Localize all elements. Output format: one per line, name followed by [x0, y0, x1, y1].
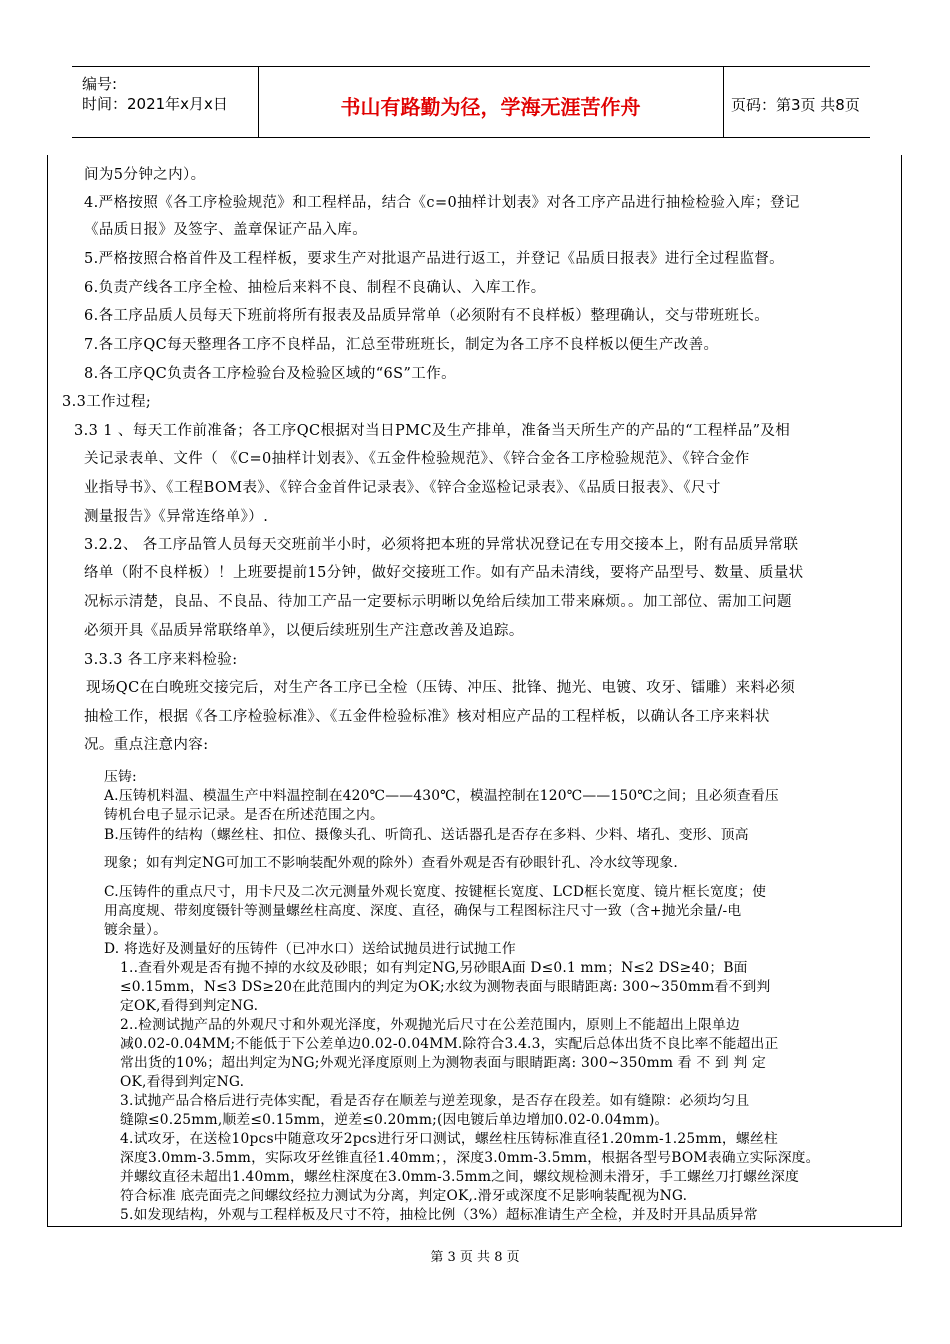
body-line: C.压铸件的重点尺寸，用卡尺及二次元测量外观长宽度、按键框长宽度、LCD框长宽度、镜片框长宽度；使 — [104, 884, 767, 900]
item-heading: 压铸: — [104, 769, 137, 785]
body-line: 间为5分钟之内）。 — [84, 167, 206, 183]
body-line: 3.试抛产品合格后进行壳体实配，看是否存在顺差与逆差现象，是否存在段差。如有缝隙：必须均匀且 — [120, 1093, 750, 1109]
section-heading: 3.3工作过程; — [62, 394, 152, 410]
body-line: 缝隙≤0.25mm,顺差≤0.15mm，逆差≤0.20mm;(因电镀后单边增加0.02-0.04mm)。 — [120, 1112, 669, 1128]
body-line: 测量报告》《异常连络单》）. — [84, 509, 269, 525]
body-line: 深度3.0mm-3.5mm，实际攻牙丝锥直径1.40mm；，深度3.0mm-3.5mm，根据各型号BOM表确立实际深度。 — [120, 1150, 820, 1166]
body-line: 5.严格按照合格首件及工程样板，要求生产对批退产品进行返工，并登记《品质日报表》进行全过程监督。 — [84, 251, 785, 267]
body-line: 定OK,看得到判定NG. — [120, 998, 259, 1014]
body-line: 常出货的10%；超出判定为NG;外观光泽度原则上为测物表面与眼睛距离: 300~350mm 看 不 到 判 定 — [120, 1055, 767, 1071]
header-page-number: 页码：第3页 共8页 — [731, 96, 860, 114]
body-line: 3.2.2、 各工序品管人员每天交班前半小时，必须将把本班的异常状况登记在专用交接本上，附有品质异常联 — [84, 537, 799, 553]
body-line: A.压铸机料温、模温生产中料温控制在420℃——430℃，模温控制在120℃——150℃之间；且必须查看压 — [104, 788, 779, 804]
body-line: 况标示清楚，良品、不良品、待加工产品一定要标示明晰以免给后续加工带来麻烦。。加工部位、需加工问题 — [84, 594, 792, 610]
body-line: 符合标准 底壳面壳之间螺纹经拉力测试为分离，判定OK,.滑牙或深度不足影响装配视为NG. — [120, 1188, 688, 1204]
body-line: 抽检工作，根据《各工序检验标准》、《五金件检验标准》核对相应产品的工程样板，以确认各工序来料状 — [84, 709, 770, 725]
body-line: 8.各工序QC负责各工序检验台及检验区域的“6S”工作。 — [84, 366, 456, 382]
body-line: 2..检测试抛产品的外观尺寸和外观光泽度，外观抛光后尺寸在公差范围内，原则上不能超出上限单边 — [120, 1017, 741, 1033]
body-line: 现场QC在白晚班交接完后，对生产各工序已全检（压铸、冲压、批锋、抛光、电镀、攻牙、镭雕）来料必须 — [86, 680, 796, 696]
body-line: 况。重点注意内容: — [84, 737, 209, 753]
body-line: 5.如发现结构，外观与工程样板及尺寸不符，抽检比例（3%）超标准请生产全检，并及时开具品质异常 — [120, 1207, 758, 1223]
body-line: ≤0.15mm，N≤3 DS≥20在此范围内的判定为OK;水纹为测物表面与眼睛距离: 300~350mm看不到判 — [120, 979, 771, 995]
body-line: D. 将选好及测量好的压铸件（已冲水口）送给试抛员进行试抛工作 — [104, 941, 516, 957]
body-line: 减0.02-0.04MM;不能低于下公差单边0.02-0.04MM.除符合3.4.3，实配后总体出货不良比率不能超出正 — [120, 1036, 779, 1052]
body-line: 1..查看外观是否有抛不掉的水纹及砂眼；如有判定NG,另砂眼A面 D≤0.1 mm；N≤2 DS≥40；B面 — [120, 960, 748, 976]
subsection-heading: 3.3.3 各工序来料检验: — [84, 652, 238, 668]
body-line: 并螺纹直径未超出1.40mm，螺丝柱深度在3.0mm-3.5mm之间，螺纹规检测未滑牙，手工螺丝刀打螺丝深度 — [120, 1169, 800, 1185]
body-line: 7.各工序QC每天整理各工序不良样品，汇总至带班班长，制定为各工序不良样板以便生产改善。 — [84, 337, 719, 353]
body-line: 6.各工序品质人员每天下班前将所有报表及品质异常单（必须附有不良样板）整理确认，交与带班班长。 — [84, 308, 770, 324]
body-line: 用高度规、带刻度镊针等测量螺丝柱高度、深度、直径，确保与工程图标注尺寸一致（含+抛光余量/-电 — [104, 903, 742, 919]
header-page-cell — [723, 67, 870, 137]
body-line: 镀余量）。 — [104, 922, 168, 938]
header-motto-cell — [258, 67, 724, 137]
body-line: 4.试攻牙，在送检10pcs中随意攻牙2pcs进行牙口测试，螺丝柱压铸标准直径1.20mm-1.25mm，螺丝柱 — [120, 1131, 778, 1147]
body-line: 络单（附不良样板）！上班要提前15分钟，做好交接班工作。如有产品未清线，要将产品型号、数量、质量状 — [84, 565, 804, 581]
document-number-label: 编号: — [82, 75, 118, 93]
body-line: 3.3 1 、每天工作前准备；各工序QC根据对当日PMC及生产排单，准备当天所生产的产品的“工程样品”及相 — [74, 423, 791, 439]
body-line: 必须开具《品质异常联络单》，以便后续班别生产注意改善及追踪。 — [84, 623, 524, 639]
body-line: 关记录表单、文件（ 《C=0抽样计划表》、《五金件检验规范》、《锌合金各工序检验规范》、《锌合金作 — [84, 451, 750, 467]
body-line: 现象；如有判定NG可加工不影响装配外观的除外）查看外观是否有砂眼针孔、冷水纹等现象. — [104, 855, 678, 871]
page-header — [72, 66, 870, 138]
header-meta-cell — [72, 67, 259, 137]
content-box — [47, 155, 902, 1227]
body-line: 6.负责产线各工序全检、抽检后来料不良、制程不良确认、入库工作。 — [84, 280, 546, 296]
body-line: 《品质日报》及签字、盖章保证产品入库。 — [84, 222, 368, 238]
body-line: 铸机台电子显示记录。是否在所述范围之内。 — [104, 807, 384, 823]
body-line: 业指导书》、《工程BOM表》、《锌合金首件记录表》、《锌合金巡检记录表》、《品质日报表》、《尺寸 — [84, 480, 721, 496]
body-line: 4.严格按照《各工序检验规范》和工程样品，结合《c=0抽样计划表》对各工序产品进行抽检检验入库；登记 — [84, 195, 800, 211]
body-line: B.压铸件的结构（螺丝柱、扣位、摄像头孔、听筒孔、送话器孔是否存在多料、少料、堵孔、变形、顶高 — [104, 827, 749, 843]
header-motto: 书山有路勤为径，学海无涯苦作舟 — [340, 95, 641, 119]
page-footer: 第 3 页 共 8 页 — [430, 1250, 520, 1265]
body-line: OK,看得到判定NG. — [120, 1074, 245, 1090]
document-date: 时间：2021年x月x日 — [82, 95, 228, 113]
